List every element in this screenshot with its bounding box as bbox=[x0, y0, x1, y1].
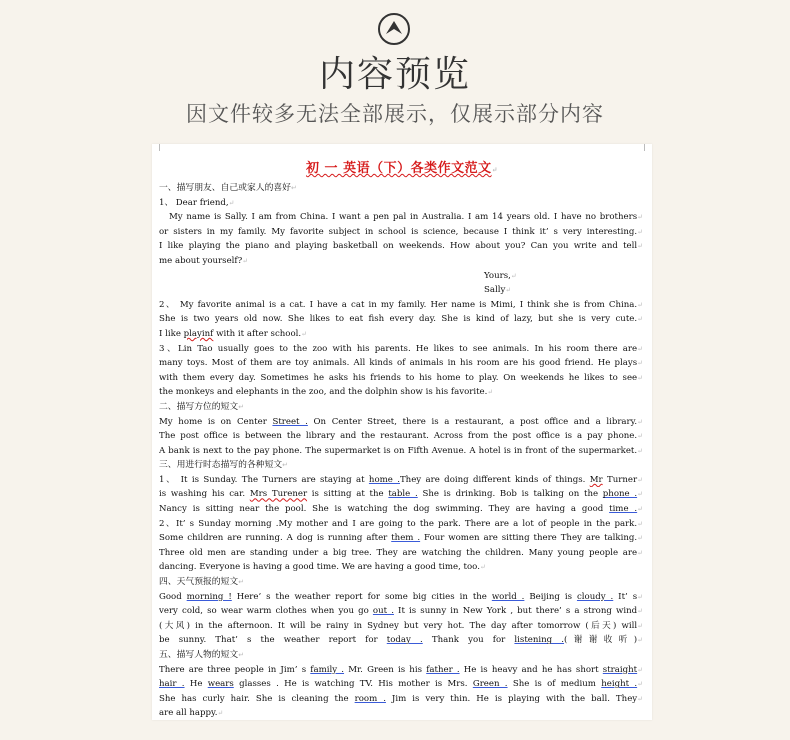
page-title: 内容预览 bbox=[318, 54, 471, 95]
document-line: I like playing the piano and playing basketball on weekends. How about you? Can you write and tell↵ bbox=[159, 241, 643, 252]
document-line: me about yourself?↵ bbox=[159, 255, 249, 266]
document-line: Three old men are standing under a big tree. They are watching the children. Many young people are↵ bbox=[159, 547, 643, 558]
document-line: She is two years old now. She likes to eat fish every day. She is kind of lazy, but she is very cute.↵ bbox=[159, 314, 643, 325]
document-line: is washing his car. Mrs Turener is sitting at the table . She is drinking. Bob is talking on the phone .↵ bbox=[159, 489, 643, 500]
document-line: or sisters in my family. My favorite subject in school is science, because I think it’ s very interesting.↵ bbox=[159, 226, 643, 237]
document-line: The post office is between the library and the restaurant. Across from the post office is a pay phone.↵ bbox=[159, 431, 643, 442]
document-line: many toys. Most of them are toy animals. All kinds of animals in his room are his good friend. He plays↵ bbox=[159, 358, 643, 369]
section-heading: 三、用进行时态描写的各种短文↵ bbox=[159, 460, 289, 471]
crop-mark bbox=[644, 144, 645, 151]
document-line: Nancy is sitting near the pool. She is watching the dog swimming. They are having a good time .↵ bbox=[159, 504, 643, 515]
document-body bbox=[159, 181, 643, 720]
document-line: I like playinf with it after school.↵ bbox=[159, 328, 307, 339]
document-line: 2、It’ s Sunday morning .My mother and I are going to the park. There are a lot of people in the park.↵ bbox=[159, 518, 643, 529]
document-line: My home is on Center Street . On Center Street, there is a restaurant, a post office and a library.↵ bbox=[159, 416, 643, 427]
section-heading: 一、描写朋友、自己或家人的喜好↵ bbox=[159, 183, 297, 193]
document-line: Some children are running. A dog is running after them . Four women are sitting there They are talking.↵ bbox=[159, 533, 643, 544]
document-line: A bank is next to the pay phone. The supermarket is on Fifth Avenue. A hotel is in front of the supermarket.↵ bbox=[159, 445, 643, 456]
document-line: 1、 Dear friend,↵ bbox=[159, 197, 235, 208]
document-preview bbox=[152, 144, 652, 720]
document-line: 2、 My favorite animal is a cat. I have a cat in my family. Her name is Mimi, I think she is from China.↵ bbox=[159, 299, 643, 310]
document-title: 初 一 英语（下）各类作文范文↵ bbox=[306, 161, 498, 176]
document-line: are all happy.↵ bbox=[159, 708, 224, 719]
document-line: hair . He wears glasses . He is watching TV. His mother is Mrs. Green . She is of medium height .↵ bbox=[159, 679, 643, 690]
document-line: with them every day. Sometimes he asks his friends to his home to play. On weekends he likes to see↵ bbox=[159, 372, 643, 383]
document-line: dancing. Everyone is having a good time. We are having a good time, too.↵ bbox=[159, 562, 486, 573]
document-line: (大风) in the afternoon. It will be rainy in Sydney but very hot. The day after tomorrow (后天) will↵ bbox=[159, 620, 643, 631]
document-line: My name is Sally. I am from China. I want a pen pal in Australia. I am 14 years old. I have no brothers↵ bbox=[169, 212, 643, 223]
document-line: Good morning ! Here’ s the weather report for some big cities in the world . Beijing is cloudy . It’ s↵ bbox=[159, 591, 643, 602]
document-line: 1、 It is Sunday. The Turners are staying at home .They are doing different kinds of things. Mr Turner↵ bbox=[159, 474, 643, 485]
page-subtitle: 因文件较多无法全部展示，仅展示部分内容 bbox=[186, 102, 604, 126]
section-heading: 二、描写方位的短文↵ bbox=[159, 401, 245, 412]
document-line: very cold, so wear warm clothes when you go out . It is sunny in New York , but there’ s a strong wind↵ bbox=[159, 606, 643, 617]
document-line: the monkeys and elephants in the zoo, and the dolphin show is his favorite.↵ bbox=[159, 387, 494, 398]
chevron-up-circle-icon bbox=[377, 12, 411, 46]
section-heading: 四、天气预报的短文↵ bbox=[159, 577, 245, 588]
document-line: She has curly hair. She is cleaning the room . Jim is very thin. He is playing with the ball. They↵ bbox=[159, 693, 643, 704]
crop-mark bbox=[159, 144, 160, 151]
document-line: Yours,↵ bbox=[484, 270, 517, 281]
document-line: 3、Lin Tao usually goes to the zoo with his parents. He likes to see animals. In his room there are↵ bbox=[159, 343, 643, 354]
section-heading: 五、描写人物的短文↵ bbox=[159, 650, 245, 660]
document-line: be sunny. That’ s the weather report for today . Thank you for listening .(谢谢收听)↵ bbox=[159, 635, 643, 646]
document-line: There are three people in Jim’ s family . Mr. Green is his father . He is heavy and he has short straight↵ bbox=[159, 664, 643, 675]
document-line: Sally↵ bbox=[484, 285, 512, 296]
